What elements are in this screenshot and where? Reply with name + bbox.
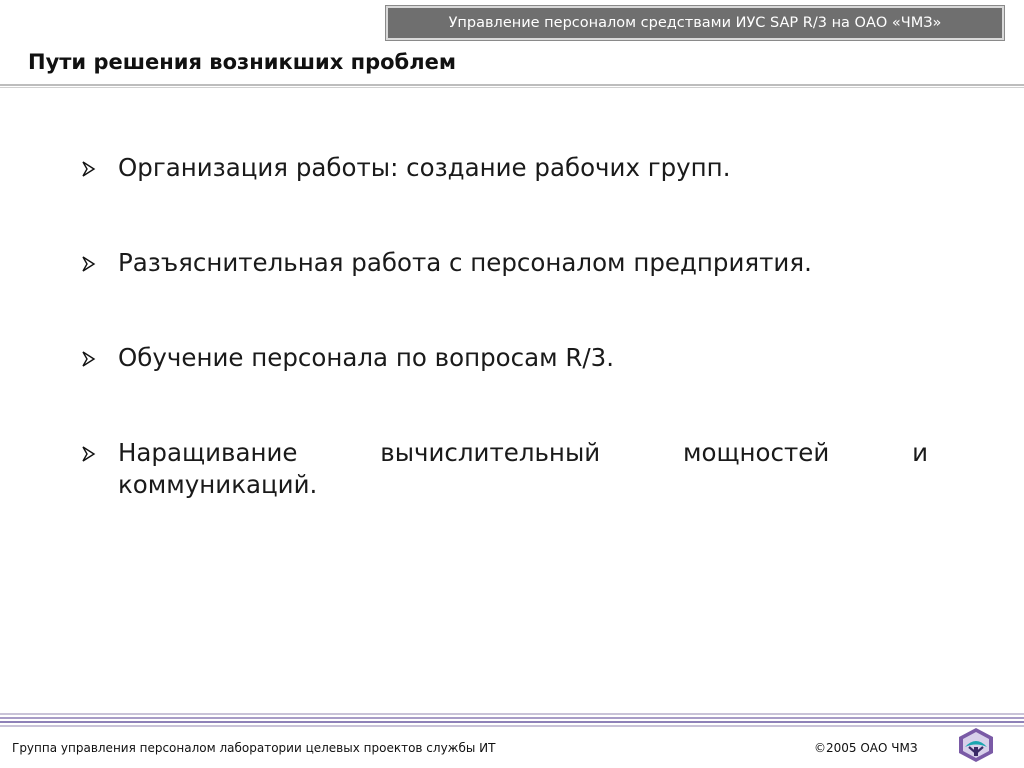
slide-title: Пути решения возникших проблем bbox=[28, 50, 456, 74]
arrowhead-bullet-icon bbox=[80, 446, 96, 462]
arrowhead-bullet-icon bbox=[80, 256, 96, 272]
company-logo-icon bbox=[956, 727, 996, 763]
header-banner bbox=[386, 6, 1004, 40]
bullet-text-line1: Наращивание вычислительный мощностей и bbox=[118, 438, 928, 467]
arrowhead-bullet-icon bbox=[80, 161, 96, 177]
header-banner-text: Управление персоналом средствами ИУС SAP R/3 на ОАО «ЧМЗ» bbox=[448, 15, 942, 31]
footer-divider bbox=[0, 713, 1024, 727]
bullet-text: Разъяснительная работа с персоналом предприятия. bbox=[118, 248, 812, 277]
bullet-item bbox=[80, 437, 928, 501]
bullet-text: Организация работы: создание рабочих групп. bbox=[118, 153, 731, 182]
bullet-item bbox=[80, 247, 928, 279]
bullet-list bbox=[80, 152, 928, 564]
footer-copyright: ©2005 ОАО ЧМЗ bbox=[814, 741, 918, 755]
bullet-text-line2: коммуникаций. bbox=[118, 470, 318, 499]
title-divider bbox=[0, 84, 1024, 89]
bullet-text: Обучение персонала по вопросам R/3. bbox=[118, 343, 615, 372]
footer-group-text: Группа управления персоналом лаборатории целевых проектов службы ИТ bbox=[12, 741, 496, 755]
arrowhead-bullet-icon bbox=[80, 351, 96, 367]
bullet-item bbox=[80, 152, 928, 184]
bullet-item bbox=[80, 342, 928, 374]
